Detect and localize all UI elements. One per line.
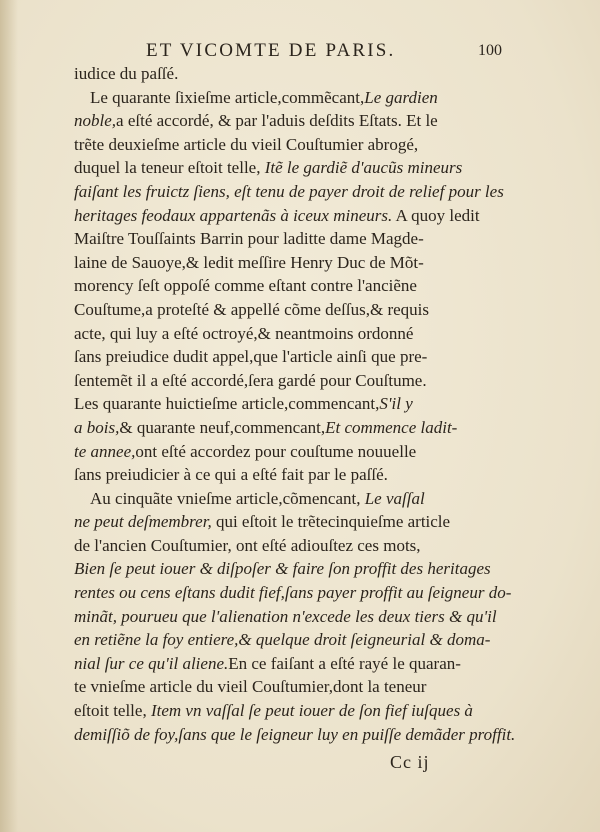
text-line: acte, qui luy a eſté octroyé,& neantmoins ordonné — [74, 323, 414, 343]
text-line: laine de Sauoye,& ledit meſſire Henry Duc de Mõt- — [74, 252, 424, 272]
text-line: ſentemẽt il a eſté accordé,ſera gardé pour Couſtume. — [74, 370, 427, 390]
text-line: ne peut deſmembrer, qui eſtoit le trẽtecinquieſme article — [74, 512, 451, 532]
page-gutter-shadow — [0, 0, 18, 832]
text-line: demiſſiõ de foy,ſans que le ſeigneur luy en puiſſe demãder proffit. — [74, 724, 516, 744]
text-line: faiſant les fruictz ſiens, eſt tenu de payer droit de relief pour les — [74, 181, 504, 201]
text-line: eſtoit telle, Item vn vaſſal ſe peut iouer de ſon fief iuſques à — [74, 701, 473, 721]
page-number: 100 — [478, 42, 502, 59]
catchword-signature: Cc ij — [390, 752, 430, 772]
text-line: ſans preiudicier à ce qui a eſté fait par le paſſé. — [74, 465, 388, 485]
text-line: nial ſur ce qu'il aliene.En ce faiſant a eſté rayé le quaran- — [74, 653, 461, 673]
text-line: Maiſtre Touſſaints Barrin pour laditte dame Magde- — [74, 229, 424, 249]
text-line: morency ſeſt oppoſé comme eſtant contre l'anciẽne — [74, 276, 417, 296]
text-line: de l'ancien Couſtumier, ont eſté adiouſtez ces mots, — [74, 535, 421, 555]
text-line: te vnieſme article du vieil Couſtumier,dont la teneur — [74, 677, 427, 697]
text-line: iudice du paſſé. — [74, 64, 179, 83]
text-line: ſans preiudice dudit appel,que l'article ainſi que pre- — [74, 347, 428, 367]
text-line: Au cinquãte vnieſme article,cõmencant, Le vaſſal — [90, 488, 425, 508]
text-line: rentes ou cens eſtans dudit fief,ſans payer proffit au ſeigneur do- — [74, 583, 512, 603]
text-line: Le quarante ſixieſme article,commẽcant,Le gardien — [90, 87, 438, 107]
text-line: a bois,& quarante neuf,commencant,Et commence ladit- — [74, 417, 458, 437]
body-text — [74, 62, 526, 746]
text-line: duquel la teneur eſtoit telle, Itẽ le gardiẽ d'aucũs mineurs — [74, 158, 463, 178]
text-line: Couſtume,a proteſté & appellé cõme deſſus,& requis — [74, 299, 430, 319]
text-line: en retiẽne la foy entiere,& quelque droit ſeigneurial & doma- — [74, 630, 491, 650]
running-head: ET VICOMTE DE PARIS. — [146, 40, 396, 61]
text-line: heritages feodaux appartenãs à iceux mineurs. A quoy ledit — [74, 205, 480, 225]
text-line: noble,a eſté accordé, & par l'aduis deſdits Eſtats. Et le — [74, 111, 438, 131]
text-line: trẽte deuxieſme article du vieil Couſtumier abrogé, — [74, 134, 419, 154]
text-line: te annee,ont eſté accordez pour couſtume nouuelle — [74, 441, 417, 461]
text-line: Les quarante huictieſme article,commencant,S'il y — [74, 394, 413, 414]
text-line: Bien ſe peut iouer & diſpoſer & faire ſon proffit des heritages — [74, 559, 491, 579]
text-line: minãt, pourueu que l'alienation n'excede les deux tiers & qu'il — [74, 606, 497, 626]
